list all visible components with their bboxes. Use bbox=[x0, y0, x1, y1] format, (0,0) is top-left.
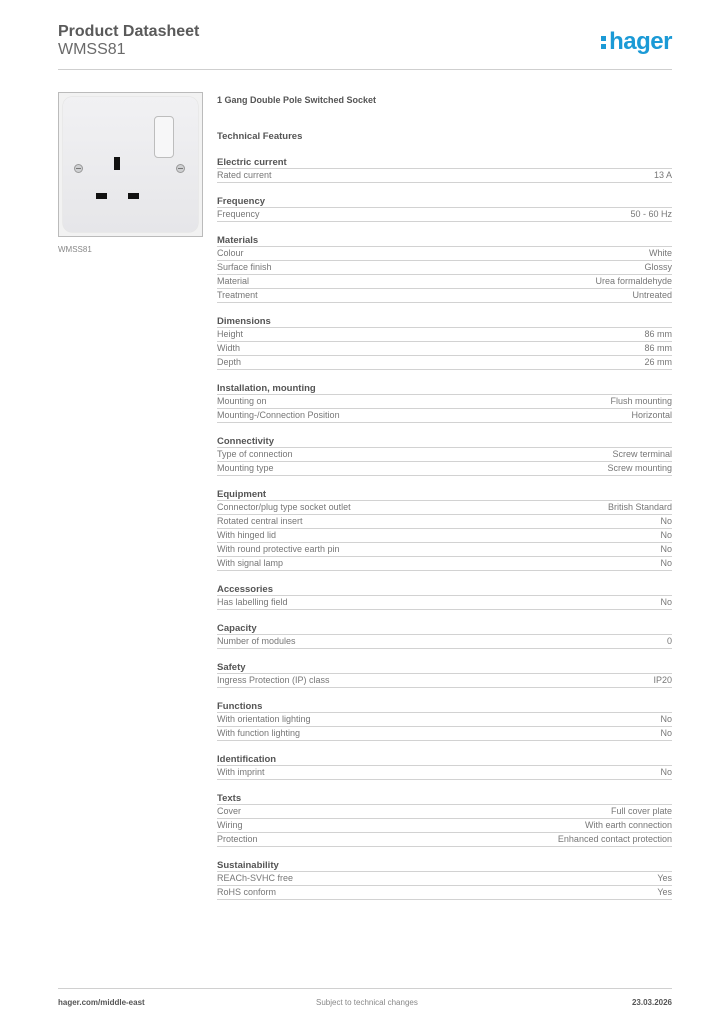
feature-value: With earth connection bbox=[584, 820, 672, 830]
feature-value: 26 mm bbox=[644, 357, 672, 367]
feature-value: IP20 bbox=[653, 675, 672, 685]
feature-section bbox=[217, 436, 672, 476]
feature-label: Rotated central insert bbox=[217, 516, 303, 526]
live-pin-slot bbox=[96, 193, 107, 199]
section-heading: Frequency bbox=[217, 196, 672, 208]
feature-sections bbox=[217, 157, 672, 900]
feature-label: With signal lamp bbox=[217, 558, 284, 568]
feature-label: Surface finish bbox=[217, 262, 272, 272]
section-heading: Functions bbox=[217, 701, 672, 713]
feature-section bbox=[217, 793, 672, 847]
feature-section bbox=[217, 383, 672, 423]
neutral-pin-slot bbox=[128, 193, 139, 199]
feature-section bbox=[217, 754, 672, 780]
feature-value: No bbox=[660, 530, 672, 540]
feature-label: With round protective earth pin bbox=[217, 544, 340, 554]
feature-label: Treatment bbox=[217, 290, 258, 300]
feature-value: 86 mm bbox=[644, 343, 672, 353]
feature-label: Type of connection bbox=[217, 449, 293, 459]
feature-label: Material bbox=[217, 276, 250, 286]
feature-row bbox=[217, 169, 672, 183]
feature-section bbox=[217, 489, 672, 571]
feature-value: 86 mm bbox=[644, 329, 672, 339]
feature-row bbox=[217, 462, 672, 476]
feature-row bbox=[217, 557, 672, 571]
section-heading: Safety bbox=[217, 662, 672, 674]
feature-row bbox=[217, 886, 672, 900]
section-heading: Dimensions bbox=[217, 316, 672, 328]
section-heading: Identification bbox=[217, 754, 672, 766]
feature-row bbox=[217, 833, 672, 847]
feature-section bbox=[217, 701, 672, 741]
feature-row bbox=[217, 713, 672, 727]
feature-value: 13 A bbox=[653, 170, 672, 180]
product-image bbox=[58, 92, 203, 237]
feature-label: Number of modules bbox=[217, 636, 296, 646]
feature-row bbox=[217, 872, 672, 886]
feature-value: Urea formaldehyde bbox=[595, 276, 672, 286]
feature-row bbox=[217, 328, 672, 342]
feature-label: Wiring bbox=[217, 820, 243, 830]
feature-value: Yes bbox=[657, 887, 672, 897]
feature-row bbox=[217, 409, 672, 423]
section-heading: Capacity bbox=[217, 623, 672, 635]
feature-row bbox=[217, 596, 672, 610]
section-heading: Accessories bbox=[217, 584, 672, 596]
feature-label: Protection bbox=[217, 834, 258, 844]
feature-label: With hinged lid bbox=[217, 530, 277, 540]
feature-row bbox=[217, 448, 672, 462]
feature-label: Colour bbox=[217, 248, 244, 258]
feature-label: Has labelling field bbox=[217, 597, 288, 607]
feature-row bbox=[217, 395, 672, 409]
screw-icon bbox=[176, 164, 185, 173]
feature-label: Mounting type bbox=[217, 463, 274, 473]
feature-section bbox=[217, 316, 672, 370]
section-heading: Sustainability bbox=[217, 860, 672, 872]
feature-label: Mounting-/Connection Position bbox=[217, 410, 340, 420]
feature-label: With function lighting bbox=[217, 728, 301, 738]
feature-value: Enhanced contact protection bbox=[557, 834, 672, 844]
feature-label: RoHS conform bbox=[217, 887, 277, 897]
switch-rocker bbox=[154, 116, 174, 158]
feature-label: Cover bbox=[217, 806, 242, 816]
feature-value: Yes bbox=[657, 873, 672, 883]
feature-row bbox=[217, 275, 672, 289]
logo-colon-icon bbox=[601, 32, 607, 50]
feature-row bbox=[217, 766, 672, 780]
feature-value: Glossy bbox=[644, 262, 672, 272]
footer-website: hager.com/middle-east bbox=[58, 998, 145, 1007]
feature-value: No bbox=[660, 558, 672, 568]
section-heading: Connectivity bbox=[217, 436, 672, 448]
feature-row bbox=[217, 727, 672, 741]
feature-row bbox=[217, 819, 672, 833]
feature-section bbox=[217, 157, 672, 183]
technical-features-title: Technical Features bbox=[217, 131, 303, 142]
feature-value: No bbox=[660, 714, 672, 724]
feature-section bbox=[217, 584, 672, 610]
page-header bbox=[58, 20, 672, 70]
feature-row bbox=[217, 501, 672, 515]
feature-label: Connector/plug type socket outlet bbox=[217, 502, 351, 512]
feature-value: No bbox=[660, 728, 672, 738]
feature-value: 50 - 60 Hz bbox=[630, 209, 672, 219]
section-heading: Installation, mounting bbox=[217, 383, 672, 395]
feature-label: Height bbox=[217, 329, 244, 339]
feature-section bbox=[217, 235, 672, 303]
datasheet-content bbox=[217, 95, 672, 900]
feature-row bbox=[217, 674, 672, 688]
earth-pin-slot bbox=[114, 157, 120, 170]
feature-value: Horizontal bbox=[631, 410, 672, 420]
feature-row bbox=[217, 342, 672, 356]
hager-logo: hager bbox=[601, 28, 672, 56]
feature-row bbox=[217, 635, 672, 649]
feature-label: Depth bbox=[217, 357, 242, 367]
feature-row bbox=[217, 805, 672, 819]
feature-value: 0 bbox=[666, 636, 672, 646]
section-heading: Electric current bbox=[217, 157, 672, 169]
feature-row bbox=[217, 356, 672, 370]
feature-label: With orientation lighting bbox=[217, 714, 311, 724]
feature-row bbox=[217, 261, 672, 275]
feature-value: Untreated bbox=[632, 290, 672, 300]
feature-row bbox=[217, 515, 672, 529]
feature-value: No bbox=[660, 597, 672, 607]
footer-date: 23.03.2026 bbox=[631, 998, 672, 1007]
section-heading: Texts bbox=[217, 793, 672, 805]
page-footer bbox=[58, 988, 672, 1018]
screw-icon bbox=[74, 164, 83, 173]
feature-value: Screw terminal bbox=[612, 449, 672, 459]
feature-value: No bbox=[660, 767, 672, 777]
feature-section bbox=[217, 623, 672, 649]
page-title: Product Datasheet bbox=[58, 23, 200, 40]
feature-row bbox=[217, 529, 672, 543]
feature-value: Full cover plate bbox=[610, 806, 672, 816]
product-name: 1 Gang Double Pole Switched Socket bbox=[217, 95, 377, 105]
section-heading: Equipment bbox=[217, 489, 672, 501]
feature-value: White bbox=[648, 248, 672, 258]
feature-label: Mounting on bbox=[217, 396, 267, 406]
feature-label: With imprint bbox=[217, 767, 265, 777]
feature-row bbox=[217, 289, 672, 303]
feature-row bbox=[217, 543, 672, 557]
feature-section bbox=[217, 860, 672, 900]
feature-value: British Standard bbox=[607, 502, 672, 512]
feature-section bbox=[217, 196, 672, 222]
feature-section bbox=[217, 662, 672, 688]
feature-label: REACh-SVHC free bbox=[217, 873, 294, 883]
feature-row bbox=[217, 247, 672, 261]
feature-label: Width bbox=[217, 343, 241, 353]
section-heading: Materials bbox=[217, 235, 672, 247]
socket-plate bbox=[63, 97, 198, 232]
feature-value: No bbox=[660, 516, 672, 526]
feature-label: Rated current bbox=[217, 170, 272, 180]
feature-value: No bbox=[660, 544, 672, 554]
feature-label: Ingress Protection (IP) class bbox=[217, 675, 330, 685]
footer-notice: Subject to technical changes bbox=[316, 998, 418, 1007]
product-code: WMSS81 bbox=[58, 41, 126, 58]
feature-row bbox=[217, 208, 672, 222]
feature-value: Flush mounting bbox=[610, 396, 672, 406]
image-caption: WMSS81 bbox=[58, 245, 92, 254]
feature-value: Screw mounting bbox=[607, 463, 672, 473]
feature-label: Frequency bbox=[217, 209, 260, 219]
